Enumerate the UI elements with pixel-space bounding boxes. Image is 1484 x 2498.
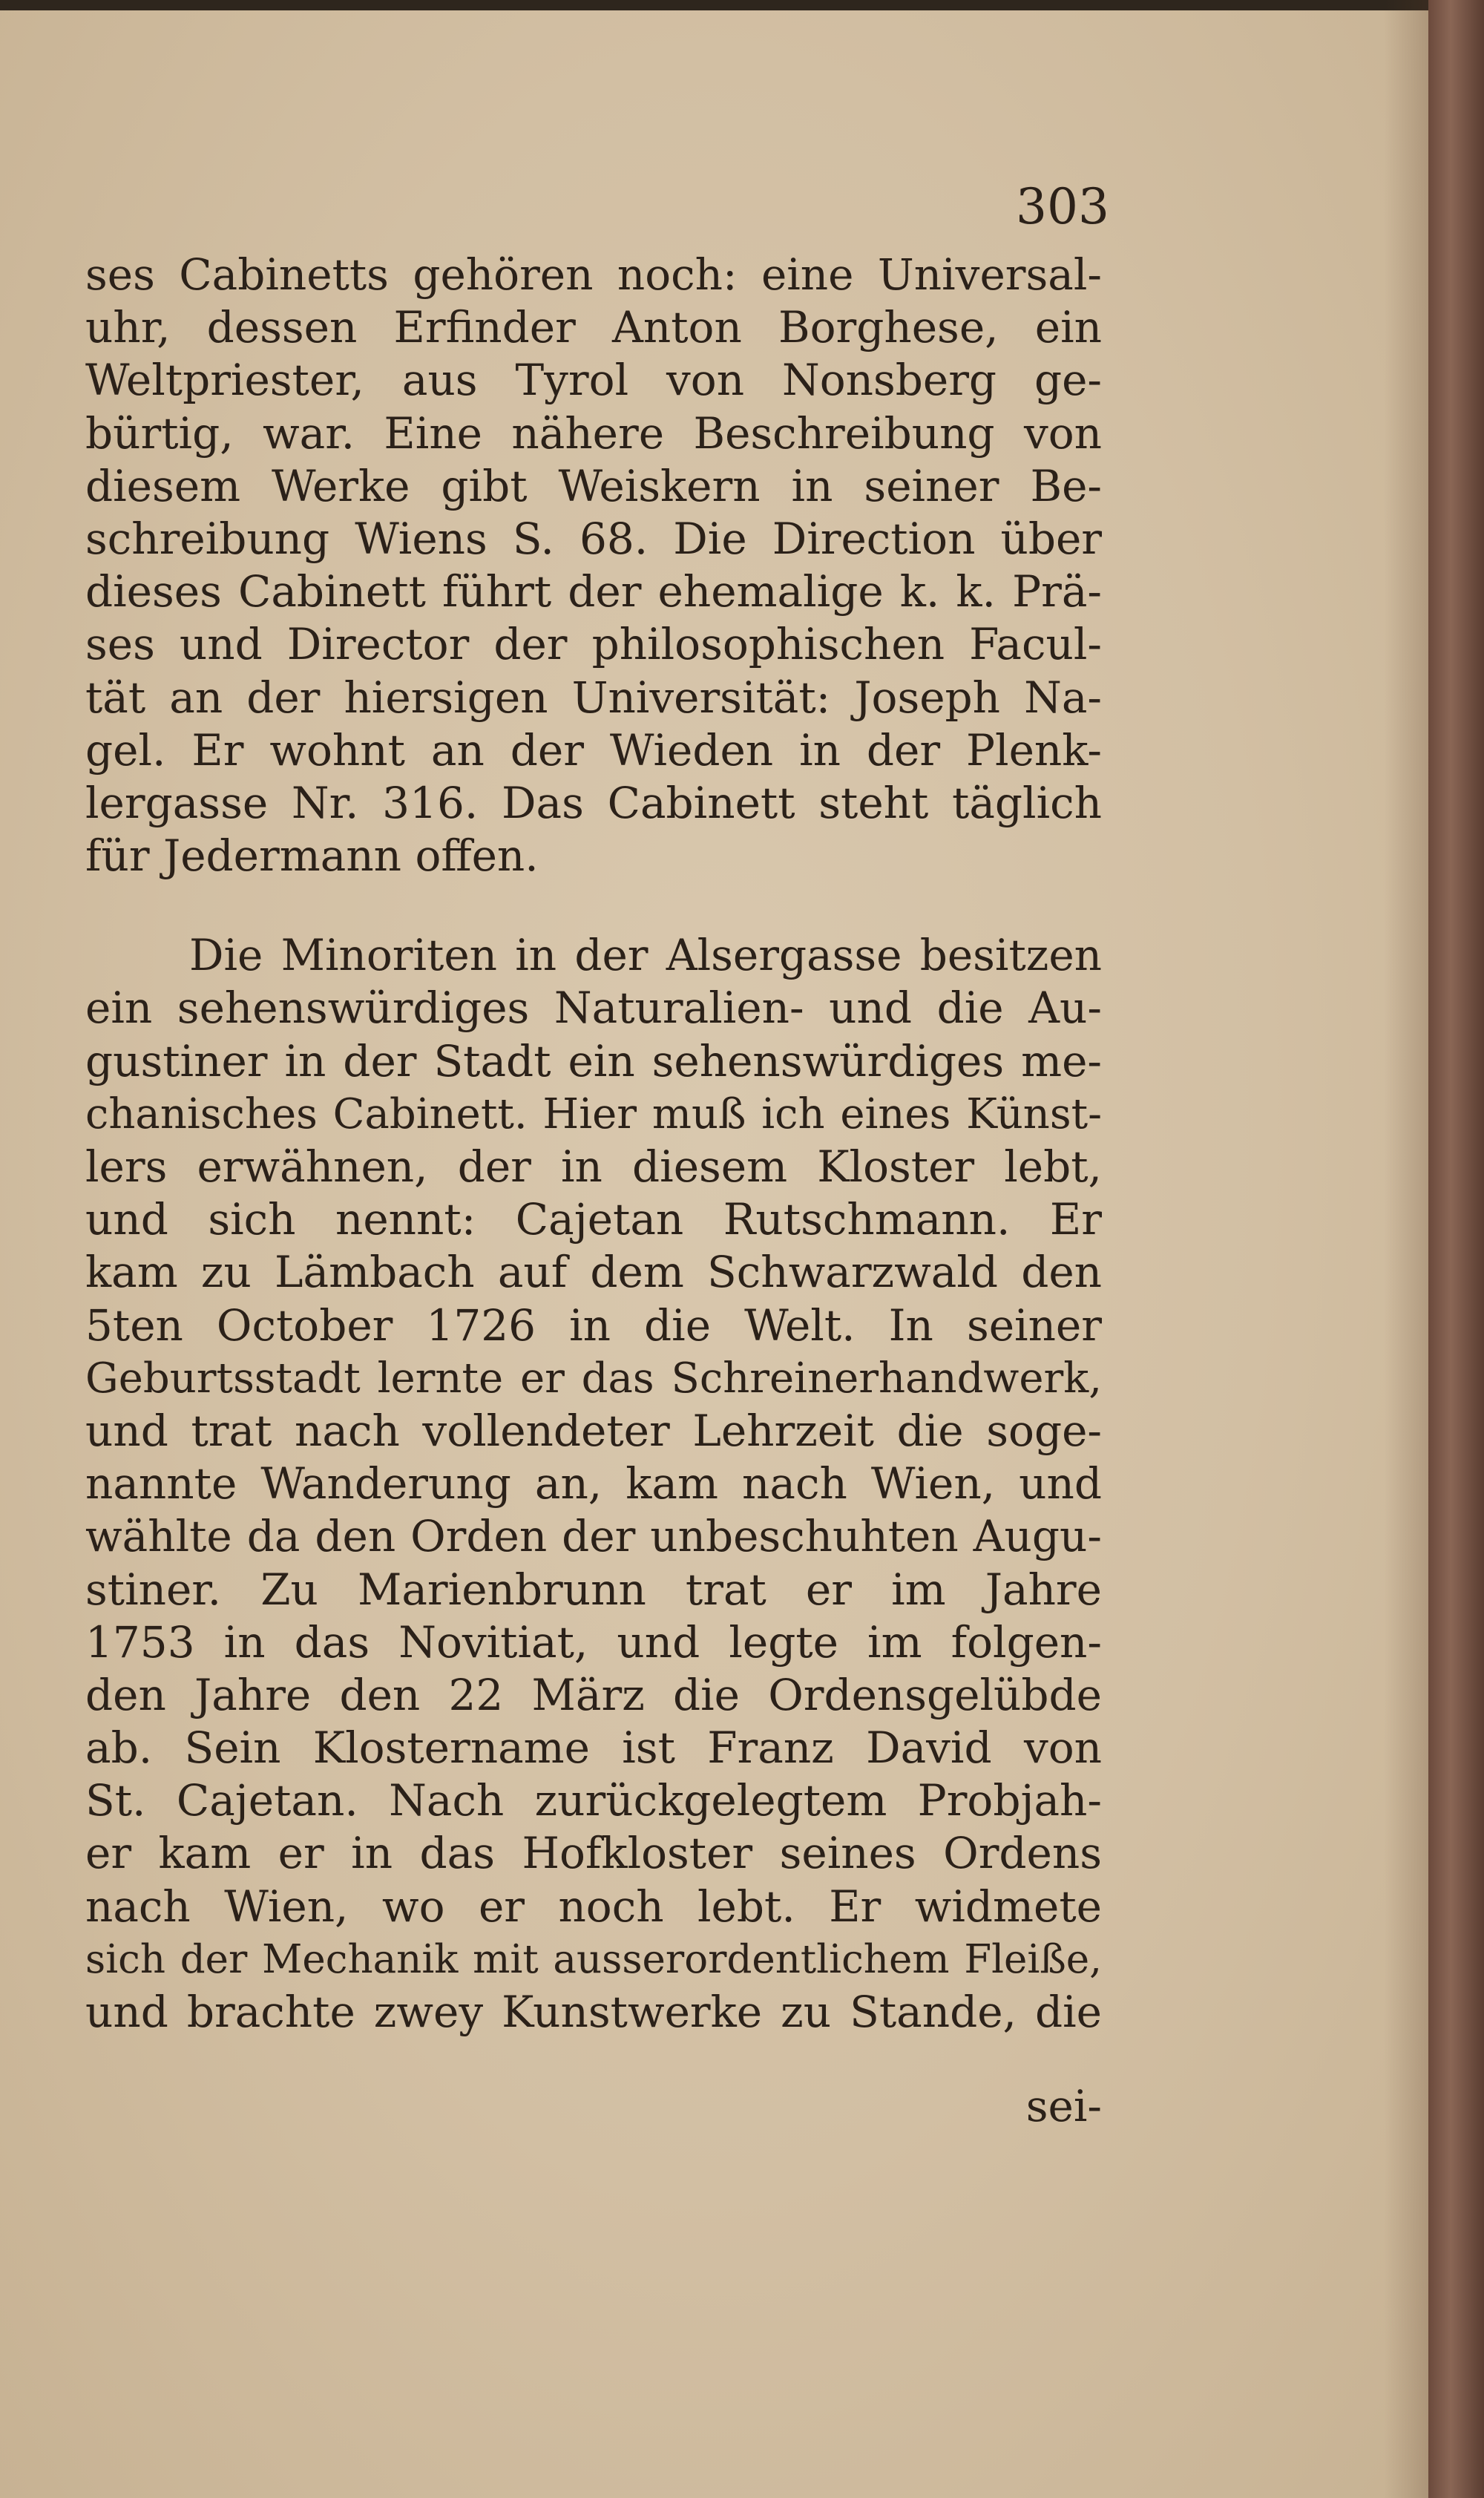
text-line: ein sehenswürdiges Naturalien- und die Au- (85, 983, 1102, 1034)
text-line: dieses Cabinett führt der ehemalige k. k. Prä- (85, 566, 1102, 617)
catchword: sei- (1025, 2081, 1102, 2131)
paragraph-gap (85, 882, 1102, 929)
text-line: diesem Werke gibt Weiskern in seiner Be- (85, 460, 1102, 511)
text-line: ses und Director der philosophischen Facul- (85, 619, 1102, 670)
text-line: nannte Wanderung an, kam nach Wien, und (85, 1458, 1102, 1509)
text-line: ab. Sein Klostername ist Franz David von (85, 1722, 1102, 1774)
text-line: kam zu Lämbach auf dem Schwarzwald den (85, 1247, 1102, 1298)
paragraph (85, 929, 1102, 2039)
text-line: sich der Mechanik mit ausserordentlichem Fleiße, (85, 1936, 1102, 1982)
text-line: bürtig, war. Eine nähere Beschreibung von (85, 407, 1102, 459)
page-top-edge (0, 0, 1428, 10)
text-line: nach Wien, wo er noch lebt. Er widmete (85, 1881, 1102, 1932)
text-line: 5ten October 1726 in die Welt. In seiner (85, 1299, 1102, 1351)
text-line: für Jedermann offen. (85, 830, 539, 882)
page-text (85, 249, 1102, 2039)
book-spine-edge (1428, 0, 1484, 2498)
text-line: chanisches Cabinett. Hier muß ich eines Künst- (85, 1089, 1102, 1138)
text-line: lergasse Nr. 316. Das Cabinett steht täglich (85, 777, 1102, 828)
text-line: und sich nennt: Cajetan Rutschmann. Er (85, 1194, 1102, 1245)
text-line: den Jahre den 22 März die Ordensgelübde (85, 1669, 1102, 1720)
text-line: tät an der hiersigen Universität: Joseph Na- (85, 672, 1102, 723)
text-line: und trat nach vollendeter Lehrzeit die soge- (85, 1405, 1102, 1456)
text-line: gel. Er wohnt an der Wieden in der Plenk- (85, 724, 1102, 776)
page-number: 303 (1016, 178, 1109, 235)
text-line: Die Minoriten in der Alsergasse besitzen (189, 930, 1102, 981)
text-line: schreibung Wiens S. 68. Die Direction über (85, 513, 1102, 564)
text-line: 1753 in das Novitiat, und legte im folgen- (85, 1616, 1102, 1668)
text-line: Weltpriester, aus Tyrol von Nonsberg ge- (85, 355, 1102, 406)
paragraph (85, 249, 1102, 882)
text-line: Geburtsstadt lernte er das Schreinerhandwerk, (85, 1354, 1102, 1403)
text-line: ses Cabinetts gehören noch: eine Universal- (85, 249, 1102, 300)
text-line: er kam er in das Hofkloster seines Ordens (85, 1828, 1102, 1879)
text-line: gustiner in der Stadt ein sehenswürdiges me- (85, 1035, 1102, 1086)
text-line: wählte da den Orden der unbeschuhten Augu- (85, 1511, 1102, 1562)
text-line: lers erwähnen, der in diesem Kloster lebt, (85, 1141, 1102, 1192)
text-line: uhr, dessen Erfinder Anton Borghese, ein (85, 302, 1102, 353)
text-line: und brachte zwey Kunstwerke zu Stande, die (85, 1987, 1102, 2037)
text-line: stiner. Zu Marienbrunn trat er im Jahre (85, 1564, 1102, 1615)
text-line: St. Cajetan. Nach zurückgelegtem Probjah- (85, 1775, 1102, 1826)
